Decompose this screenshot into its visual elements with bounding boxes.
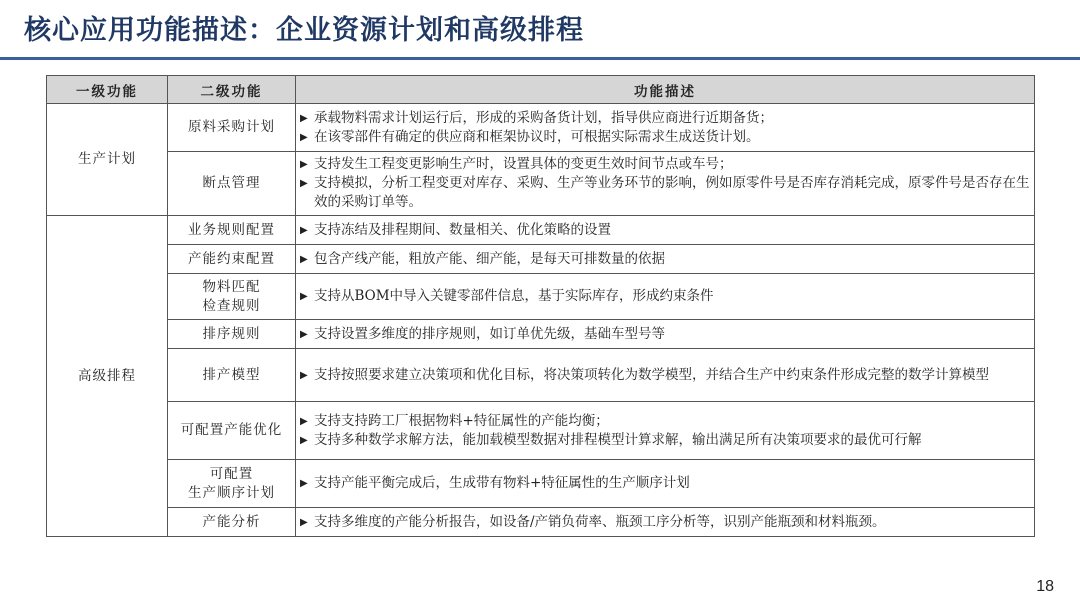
level1-cell: 高级排程: [47, 216, 168, 537]
bullet-text: 承载物料需求计划运行后，形成的采购备货计划，指导供应商进行近期备货；: [314, 109, 773, 126]
description-bullet: [300, 474, 1030, 493]
function-table: [46, 75, 1035, 537]
table-row: [47, 104, 1035, 152]
level2-label-line: 物料匹配: [202, 278, 261, 295]
level2-label-line: 原料采购计划: [188, 119, 275, 135]
level2-label-line: 排产模型: [202, 366, 261, 383]
description-cell: [296, 274, 1035, 320]
table-row: [47, 245, 1035, 274]
triangle-right-icon: ▶: [300, 369, 308, 381]
level2-label-line: 排序规则: [202, 325, 261, 342]
bullet-text: 支持多维度的产能分析报告，如设备/产销负荷率、瓶颈工序分析等，识别产能瓶颈和材料瓶颈。: [314, 513, 886, 530]
level2-cell: [168, 245, 296, 274]
bullet-text: 支持多种数学求解方法，能加载模型数据对排程模型计算求解，输出满足所有决策项要求的最优可行解: [314, 431, 922, 448]
bullet-text: 支持支持跨工厂根据物料+特征属性的产能均衡；: [314, 412, 609, 429]
level2-label-line: 可配置产能优化: [180, 422, 283, 438]
page-title: 核心应用功能描述：企业资源计划和高级排程: [24, 15, 584, 46]
description-bullet: [300, 412, 1030, 431]
level2-cell: [168, 216, 296, 245]
description-bullet: [300, 325, 1030, 344]
triangle-right-icon: ▶: [300, 328, 308, 340]
description-bullet: [300, 366, 1030, 385]
triangle-right-icon: ▶: [300, 434, 308, 446]
header-description: 功能描述: [296, 76, 1035, 104]
description-bullet: [300, 287, 1030, 306]
page-number: 18: [1036, 578, 1054, 595]
level2-cell: [168, 152, 296, 216]
description-bullet: [300, 250, 1030, 269]
level1-cell: 生产计划: [47, 104, 168, 216]
description-cell: [296, 245, 1035, 274]
level2-label-line: 产能分析: [202, 513, 261, 530]
bullet-text: 支持冻结及排程期间、数量相关、优化策略的设置: [314, 221, 611, 238]
description-bullet: [300, 109, 1030, 128]
level2-label-line: 生产顺序计划: [188, 484, 275, 501]
bullet-text: 支持按照要求建立决策项和优化目标，将决策项转化为数学模型，并结合生产中约束条件形成完整的数学计算模型: [314, 366, 989, 383]
level2-cell: [168, 402, 296, 460]
table-body: [47, 104, 1035, 537]
level2-cell: [168, 104, 296, 152]
table-row: [47, 508, 1035, 537]
description-bullet: [300, 155, 1030, 174]
bullet-text: 支持产能平衡完成后，生成带有物料+特征属性的生产顺序计划: [314, 475, 690, 491]
header-level1: 一级功能: [47, 76, 168, 104]
description-bullet: [300, 174, 1030, 212]
level2-label-line: 业务规则配置: [188, 221, 275, 238]
level2-cell: [168, 274, 296, 320]
level2-label-line: 断点管理: [202, 175, 261, 191]
bullet-text: 支持发生工程变更影响生产时，设置具体的变更生效时间节点或车号；: [314, 156, 733, 172]
triangle-right-icon: ▶: [300, 224, 308, 236]
bullet-text: 包含产线产能，粗放产能、细产能，是每天可排数量的依据: [314, 250, 665, 267]
bullet-text: 支持从BOM中导入关键零部件信息，基于实际库存，形成约束条件: [314, 288, 714, 304]
header-level2: 二级功能: [168, 76, 296, 104]
triangle-right-icon: ▶: [300, 415, 308, 427]
triangle-right-icon: ▶: [300, 178, 308, 189]
description-bullet: [300, 221, 1030, 240]
description-cell: [296, 320, 1035, 349]
triangle-right-icon: ▶: [300, 159, 308, 170]
level2-cell: [168, 349, 296, 402]
title-divider: [0, 57, 1080, 60]
level2-label-line: 检查规则: [202, 297, 261, 314]
level2-label-line: 可配置: [209, 465, 254, 482]
table-row: [47, 402, 1035, 460]
description-cell: [296, 216, 1035, 245]
description-cell: [296, 152, 1035, 216]
level2-cell: [168, 508, 296, 537]
triangle-right-icon: ▶: [300, 478, 308, 489]
bullet-text: 支持模拟，分析工程变更对库存、采购、生产等业务环节的影响，例如原零件号是否库存消耗完成，原零件号是否存在生效的采购订单等。: [314, 175, 1030, 210]
table-row: [47, 274, 1035, 320]
table-row: [47, 320, 1035, 349]
triangle-right-icon: ▶: [300, 131, 308, 143]
description-cell: [296, 460, 1035, 508]
description-bullet: [300, 431, 1030, 450]
triangle-right-icon: ▶: [300, 253, 308, 265]
table-header-row: [47, 76, 1035, 104]
level2-cell: [168, 460, 296, 508]
table-row: [47, 216, 1035, 245]
description-cell: [296, 104, 1035, 152]
description-cell: [296, 508, 1035, 537]
level2-cell: [168, 320, 296, 349]
triangle-right-icon: ▶: [300, 291, 308, 302]
description-cell: [296, 349, 1035, 402]
table-row: [47, 460, 1035, 508]
bullet-text: 在该零部件有确定的供应商和框架协议时，可根据实际需求生成送货计划。: [314, 128, 760, 145]
level2-label-line: 产能约束配置: [188, 250, 275, 267]
bullet-text: 支持设置多维度的排序规则，如订单优先级，基础车型号等: [314, 325, 665, 342]
description-bullet: [300, 513, 1030, 532]
triangle-right-icon: ▶: [300, 112, 308, 124]
table-row: [47, 152, 1035, 216]
description-cell: [296, 402, 1035, 460]
description-bullet: [300, 128, 1030, 147]
table-row: [47, 349, 1035, 402]
triangle-right-icon: ▶: [300, 516, 308, 528]
